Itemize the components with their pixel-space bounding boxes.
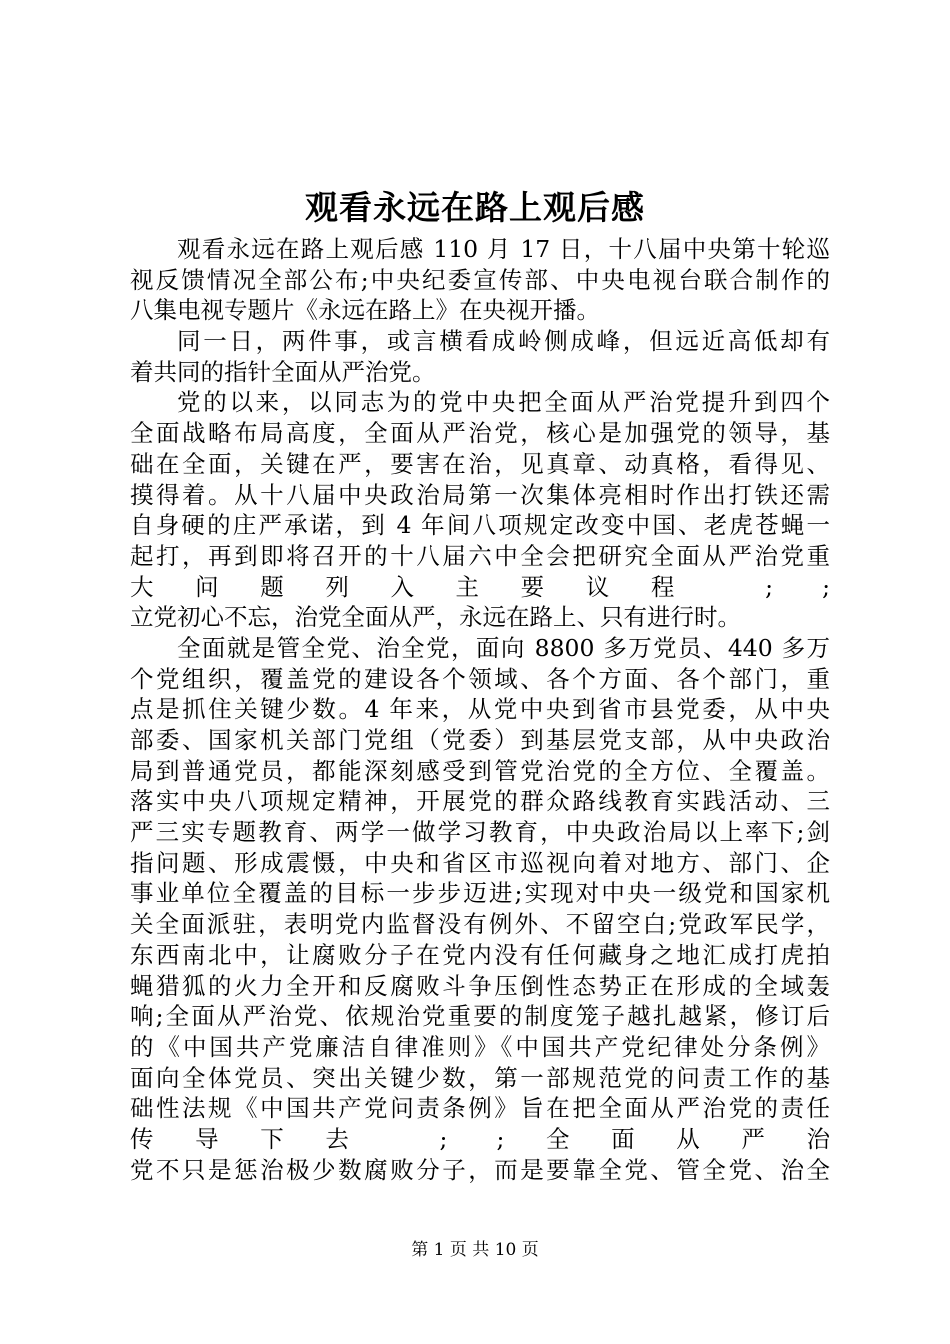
document-body bbox=[130, 234, 830, 1185]
text-line: 指问题、形成震慑，中央和省区市巡视向着对地方、部门、企 bbox=[130, 848, 830, 877]
text-line: 事业单位全覆盖的目标一步步迈进;实现对中央一级党和国家机 bbox=[130, 879, 830, 908]
text-line: 同一日，两件事，或言横看成岭侧成峰，但远近高低却有 bbox=[177, 327, 830, 356]
text-line: 自身硬的庄严承诺，到 4 年间八项规定改变中国、老虎苍蝇一 bbox=[130, 511, 830, 540]
text-line: 面向全体党员、突出关键少数，第一部规范党的问责工作的基 bbox=[130, 1063, 830, 1092]
text-line: 严三实专题教育、两学一做学习教育，中央政治局以上率下;剑 bbox=[130, 818, 830, 847]
text-line: 响;全面从严治党、依规治党重要的制度笼子越扎越紧，修订后 bbox=[130, 1002, 830, 1031]
text-line: 部委、国家机关部门党组（党委）到基层党支部，从中央政治 bbox=[130, 726, 830, 754]
text-line: 全面就是管全党、治全党，面向 8800 多万党员、440 多万 bbox=[177, 633, 830, 662]
text-line: 落实中央八项规定精神，开展党的群众路线教育实践活动、三 bbox=[130, 787, 830, 816]
text-line: 点是抓住关键少数。4 年来，从党中央到省市县党委，从中央 bbox=[130, 695, 830, 724]
text-line: 着共同的指针全面从严治党。 bbox=[130, 357, 436, 386]
text-line: 础性法规《中国共产党问责条例》旨在把全面从严治党的责任 bbox=[130, 1094, 830, 1123]
text-line: 传导下去 ; ;全面从严治 bbox=[130, 1124, 830, 1153]
text-line: 党的以来，以同志为的党中央把全面从严治党提升到四个 bbox=[177, 388, 830, 417]
text-line: 八集电视专题片《永远在路上》在央视开播。 bbox=[130, 296, 600, 325]
text-line: 全面战略布局高度，全面从严治党，核心是加强党的领导，基 bbox=[130, 419, 830, 448]
text-line: 起打，再到即将召开的十八届六中全会把研究全面从严治党重 bbox=[130, 541, 830, 570]
text-line: 东西南北中，让腐败分子在党内没有任何藏身之地汇成打虎拍 bbox=[130, 940, 830, 969]
text-line: 础在全面，关键在严，要害在治，见真章、动真格，看得见、 bbox=[130, 449, 830, 478]
text-line: 个党组织，覆盖党的建设各个领域、各个方面、各个部门，重 bbox=[130, 664, 830, 693]
text-line: 大问题列入主要议程 ; ; bbox=[130, 572, 830, 601]
text-line: 摸得着。从十八届中央政治局第一次集体亮相时作出打铁还需 bbox=[130, 480, 830, 509]
page-footer: 第 1 页 共 10 页 bbox=[411, 1240, 539, 1260]
text-line: 视反馈情况全部公布;中央纪委宣传部、中央电视台联合制作的 bbox=[130, 265, 830, 294]
text-line: 观看永远在路上观后感 110 月 17 日，十八届中央第十轮巡 bbox=[177, 235, 830, 263]
text-line: 党不只是惩治极少数腐败分子，而是要靠全党、管全党、治全 bbox=[130, 1155, 830, 1184]
text-line: 蝇猎狐的火力全开和反腐败斗争压倒性态势正在形成的全域轰 bbox=[130, 971, 830, 1000]
document-title: 观看永远在路上观后感 bbox=[305, 188, 645, 227]
text-line: 局到普通党员，都能深刻感受到管党治党的全方位、全覆盖。 bbox=[130, 756, 830, 785]
text-line: 关全面派驻，表明党内监督没有例外、不留空白;党政军民学， bbox=[130, 910, 830, 939]
text-line: 的《中国共产党廉洁自律准则》《中国共产党纪律处分条例》 bbox=[130, 1032, 830, 1061]
text-line: 立党初心不忘，治党全面从严，永远在路上、只有进行时。 bbox=[130, 603, 741, 632]
